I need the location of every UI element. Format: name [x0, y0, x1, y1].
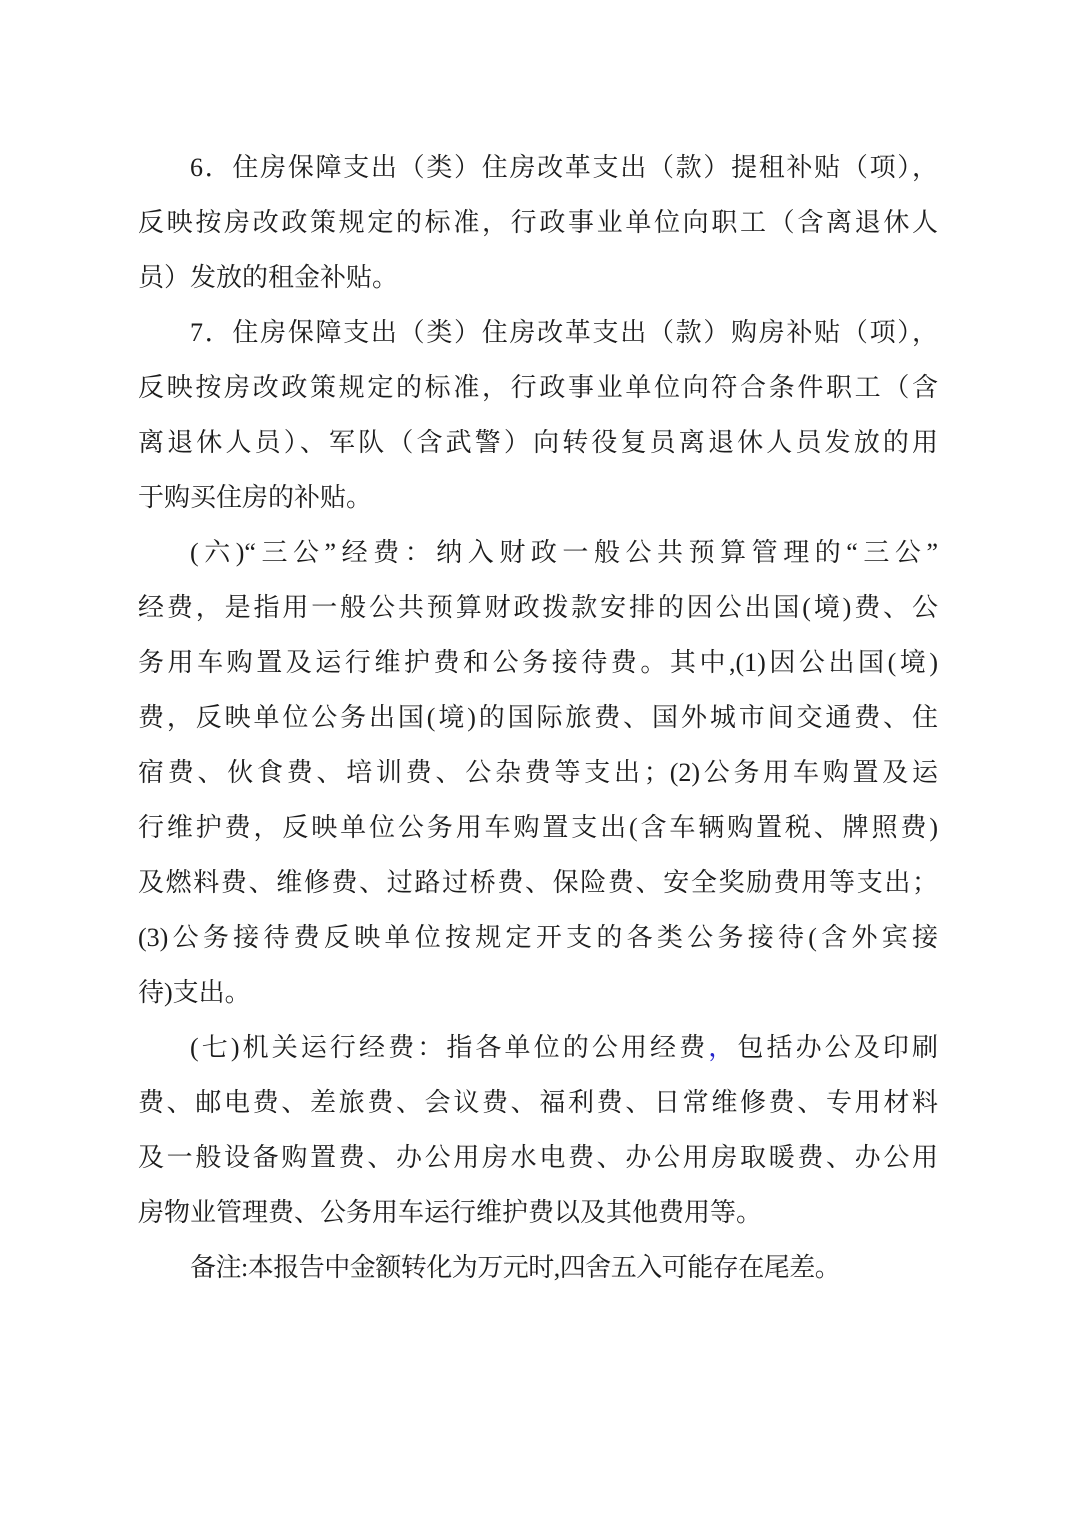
text-line: 及一般设备购置费、办公用房水电费、办公用房取暖费、办公用	[138, 1143, 938, 1172]
text-line: 宿费、伙食费、培训费、公杂费等支出；(2)公务用车购置及运	[138, 758, 938, 787]
paragraph-agency-operating-funds	[138, 1020, 938, 1240]
text-line: 行维护费，反映单位公务用车购置支出(含车辆购置税、牌照费)	[138, 813, 938, 842]
text-line: 及燃料费、维修费、过路过桥费、保险费、安全奖励费用等支出；	[138, 868, 938, 897]
text-line: 房物业管理费、公务用车运行维护费以及其他费用等。	[138, 1198, 763, 1227]
text-line: (六)“三公”经费：纳入财政一般公共预算管理的“三公”	[190, 538, 938, 567]
text-segment: (七)机关运行经费：指各单位的公用经费	[190, 1033, 709, 1062]
text-line: 员）发放的租金补贴。	[138, 263, 399, 292]
paragraph-remark	[138, 1240, 938, 1295]
paragraph-item-7	[138, 305, 938, 525]
text-line: 备注:本报告中金额转化为万元时,四舍五入可能存在尾差。	[190, 1253, 841, 1282]
text-line: (3)公务接待费反映单位按规定开支的各类公务接待(含外宾接	[138, 923, 938, 952]
text-line	[138, 1020, 938, 1075]
text-line: 于购买住房的补贴。	[138, 483, 373, 512]
paragraph-item-6	[138, 140, 938, 305]
highlighted-comma: ，	[708, 1033, 738, 1062]
paragraph-sangong-funds	[138, 525, 938, 1020]
text-line: 6．住房保障支出（类）住房改革支出（款）提租补贴（项），	[190, 153, 938, 182]
text-line: 费、邮电费、差旅费、会议费、福利费、日常维修费、专用材料	[138, 1088, 938, 1117]
text-line: 经费，是指用一般公共预算财政拨款安排的因公出国(境)费、公	[138, 593, 938, 622]
document-body	[138, 140, 938, 1295]
text-line: 7．住房保障支出（类）住房改革支出（款）购房补贴（项），	[190, 318, 938, 347]
text-line: 费，反映单位公务出国(境)的国际旅费、国外城市间交通费、住	[138, 703, 938, 732]
text-segment: 包括办公及印刷	[737, 1033, 938, 1062]
text-line: 反映按房改政策规定的标准，行政事业单位向职工（含离退休人	[138, 208, 938, 237]
text-line: 务用车购置及运行维护费和公务接待费。其中,(1)因公出国(境)	[138, 648, 938, 677]
text-line: 离退休人员）、军队（含武警）向转役复员离退休人员发放的用	[138, 428, 938, 457]
text-line: 反映按房改政策规定的标准，行政事业单位向符合条件职工（含	[138, 373, 938, 402]
text-line: 待)支出。	[138, 978, 251, 1007]
